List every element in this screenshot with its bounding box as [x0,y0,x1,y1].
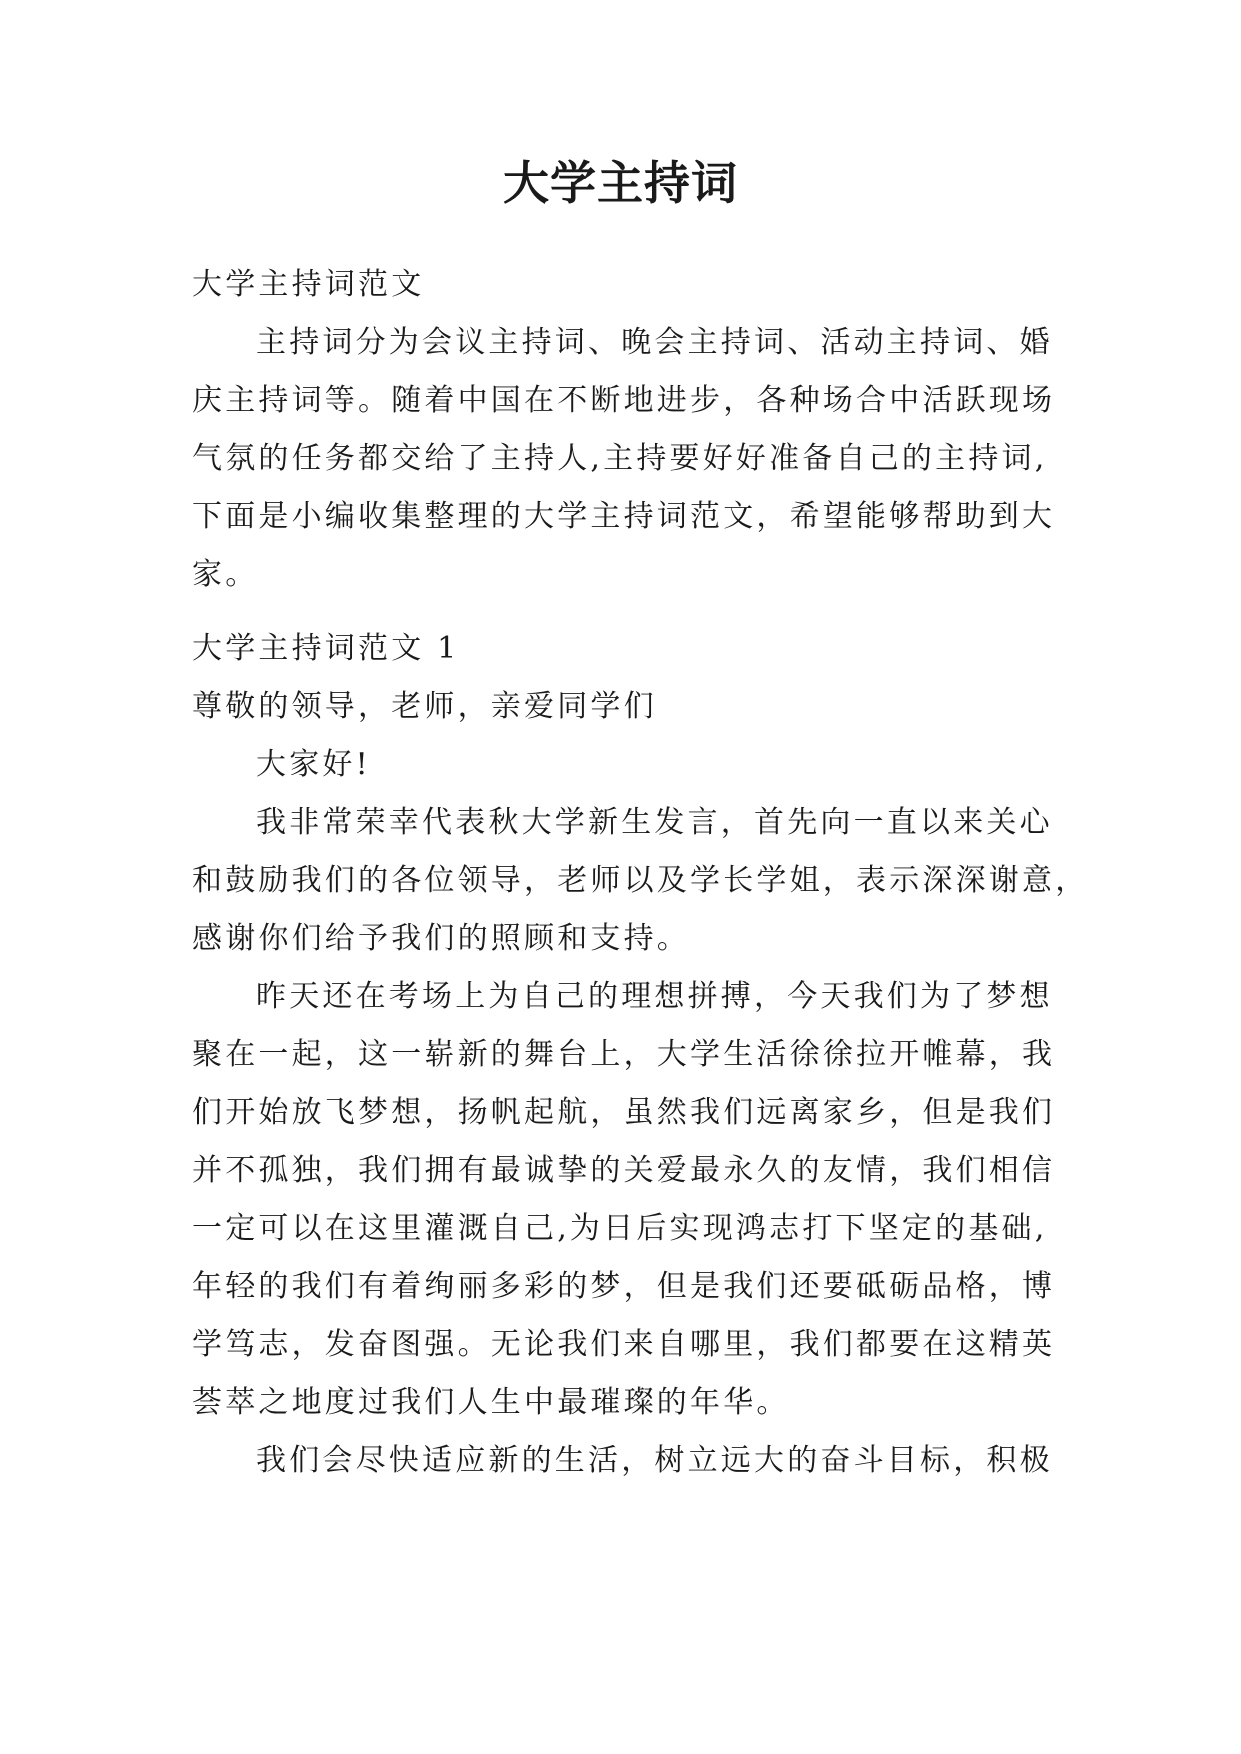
intro-line: 家。 [192,557,259,592]
paragraph-line: 和鼓励我们的各位领导，老师以及学长学姐，表示深深谢意， [192,863,1089,898]
paragraph-line: 昨天还在考场上为自己的理想拼搏，今天我们为了梦想 [256,979,1053,1014]
paragraph-line: 学笃志，发奋图强。无论我们来自哪里，我们都要在这精英 [192,1327,1056,1362]
paragraph-line: 感谢你们给予我们的照顾和支持。 [192,921,690,956]
sample-section [192,620,1089,1490]
paragraph-line: 年轻的我们有着绚丽多彩的梦，但是我们还要砥砺品格，博 [192,1269,1056,1304]
paragraph-line: 我们会尽快适应新的生活，树立远大的奋斗目标，积极 [256,1443,1053,1478]
greeting: 大家好! [256,747,371,782]
paragraph-line: 并不孤独，我们拥有最诚挚的关爱最永久的友情，我们相信 [192,1153,1056,1188]
paragraph-line: 聚在一起，这一崭新的舞台上，大学生活徐徐拉开帷幕，我 [192,1037,1056,1072]
paragraph-line: 我非常荣幸代表秋大学新生发言，首先向一直以来关心 [256,805,1053,840]
intro-line: 下面是小编收集整理的大学主持词范文，希望能够帮助到大 [192,499,1056,534]
intro-section [192,256,1054,604]
salutation: 尊敬的领导，老师，亲爱同学们 [192,689,657,724]
intro-line: 气氛的任务都交给了主持人,主持要好好准备自己的主持词, [192,441,1048,476]
paragraph-line: 们开始放飞梦想，扬帆起航，虽然我们远离家乡，但是我们 [192,1095,1056,1130]
intro-line: 庆主持词等。随着中国在不断地进步，各种场合中活跃现场 [192,383,1056,418]
sample-heading: 大学主持词范文 1 [192,631,460,666]
document-title: 大学主持词 [503,156,738,210]
section-heading: 大学主持词范文 [192,267,425,302]
paragraph-line: 一定可以在这里灌溉自己,为日后实现鸿志打下坚定的基础, [192,1211,1048,1246]
intro-line: 主持词分为会议主持词、晚会主持词、活动主持词、婚 [256,325,1053,360]
paragraph-line: 荟萃之地度过我们人生中最璀璨的年华。 [192,1385,790,1420]
